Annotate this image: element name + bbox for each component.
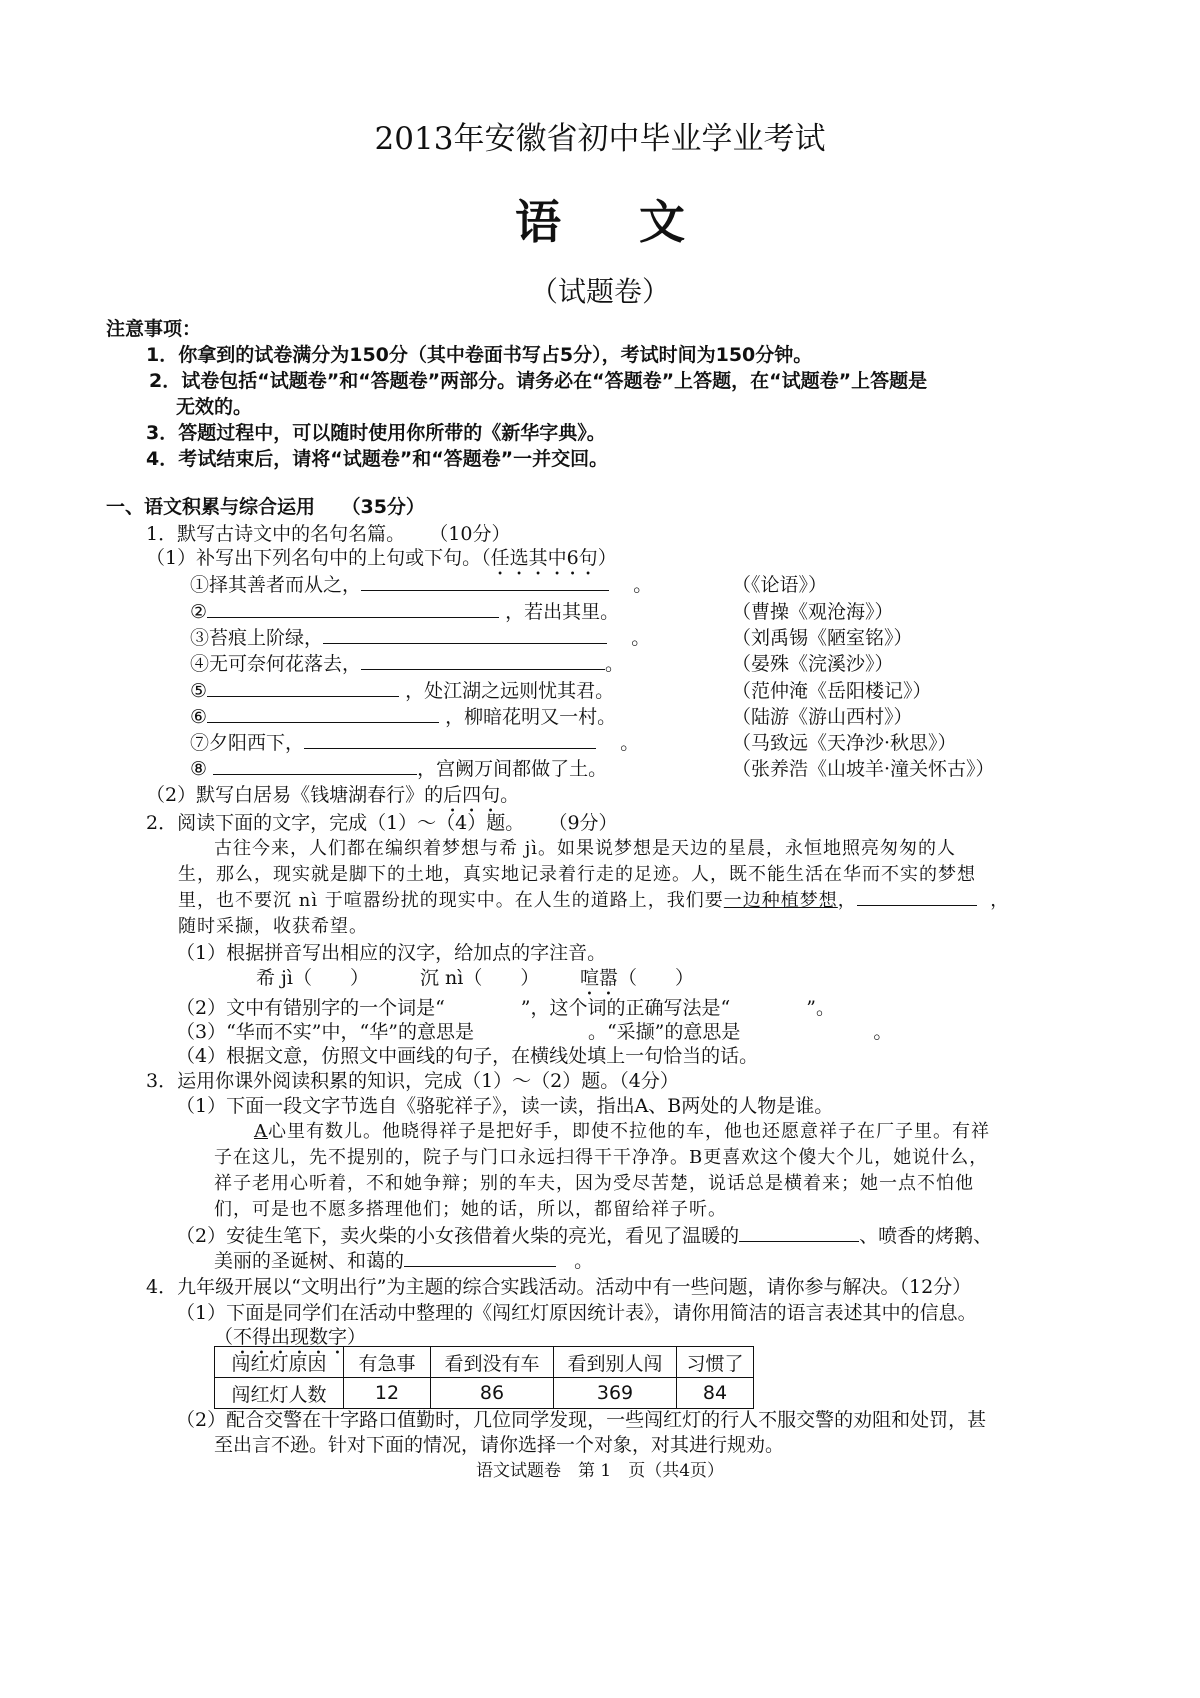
recitation-item: ⑦夕阳西下， 。 bbox=[190, 732, 640, 754]
question-3-sub2-cont: 美丽的圣诞树、和蔼的 。 bbox=[214, 1250, 594, 1272]
question-3-stem: 3．运用你课外阅读积累的知识，完成（1）～（2）题。（4分） bbox=[146, 1070, 679, 1092]
question-2-stem: 2．阅读下面的文字，完成（1）～（4）题。 （9分） bbox=[146, 812, 618, 834]
recitation-source: （曹操《观沧海》） bbox=[732, 601, 894, 623]
question-4-sub2-cont: 至出言不逊。针对下面的情况，请你选择一个对象，对其进行规劝。 bbox=[214, 1434, 785, 1456]
table-cell: 闯红灯人数 bbox=[215, 1378, 344, 1409]
question-4-note: （不得出现数字） bbox=[214, 1326, 367, 1348]
recitation-source: （张养浩《山坡羊·潼关怀古》） bbox=[732, 758, 995, 780]
subject-title: 语文 bbox=[515, 195, 763, 249]
table-header-cell: 看到没有车 bbox=[431, 1347, 554, 1378]
question-4-stem: 4．九年级开展以“文明出行”为主题的综合实践活动。活动中有一些问题，请你参与解决。（12分） bbox=[146, 1276, 972, 1298]
answer-blank[interactable] bbox=[857, 887, 977, 906]
pinyin-item: 喧嚣（ ） bbox=[580, 967, 695, 989]
notice-item: 2．试卷包括“试题卷”和“答题卷”两部分。请务必在“答题卷”上答题，在“试题卷”上答题是 bbox=[149, 370, 928, 392]
answer-blank[interactable] bbox=[304, 730, 596, 749]
passage-line: 随时采撷，收获希望。 bbox=[178, 916, 368, 937]
table-header-cell: 习惯了 bbox=[677, 1347, 754, 1378]
passage-line: 祥子老用心听着，不和她争辩；别的车夫，因为受尽苦楚，说话总是横着来；她一点不怕他 bbox=[214, 1173, 974, 1194]
table-header-cell: 闯红灯原因 bbox=[215, 1347, 344, 1378]
recitation-source: （刘禹锡《陋室铭》） bbox=[732, 627, 913, 649]
paper-type: （试题卷） bbox=[529, 275, 670, 308]
red-light-stat-table bbox=[214, 1346, 754, 1409]
answer-blank[interactable] bbox=[739, 1223, 859, 1242]
table-header-cell: 看到别人闯 bbox=[554, 1347, 677, 1378]
question-2-sub2: （2）文中有错别字的一个词是“ ”，这个词的正确写法是“ ”。 bbox=[176, 997, 835, 1019]
recitation-item: ①择其善者而从之， 。 bbox=[190, 574, 653, 596]
table-cell: 12 bbox=[344, 1378, 431, 1409]
notice-item: 无效的。 bbox=[176, 396, 253, 418]
pinyin-item: 希 jì（ ） bbox=[256, 967, 370, 989]
answer-blank[interactable] bbox=[207, 704, 439, 723]
emphasis-text: 任选其中6句 bbox=[490, 547, 598, 569]
passage-line: 们，可是也不愿多搭理他们；她的话，所以，都留给祥子听。 bbox=[214, 1199, 727, 1220]
notice-heading: 注意事项： bbox=[106, 318, 202, 340]
answer-blank[interactable] bbox=[361, 572, 609, 591]
pinyin-item: 沉 nì（ ） bbox=[420, 967, 540, 989]
passage-line: A心里有数儿。他晓得祥子是把好手，即使不拉他的车，他也还愿意祥子在厂子里。有祥 bbox=[254, 1121, 990, 1142]
question-1-sub1: （1）补写出下列名句中的上句或下句。（任选其中6句） bbox=[146, 547, 617, 569]
table-cell: 86 bbox=[431, 1378, 554, 1409]
underlined-sentence: 一边种植梦想 bbox=[723, 890, 838, 911]
recitation-source: （马致远《天净沙·秋思》） bbox=[732, 732, 957, 754]
passage-line: 里，也不要沉 nì 于喧嚣纷扰的现实中。在人生的道路上，我们要一边种植梦想， ， bbox=[178, 886, 1009, 912]
recitation-source: （《论语》） bbox=[732, 574, 828, 596]
passage-line: 生，那么，现实就是脚下的土地，真实地记录着行走的足迹。人，既不能生活在华而不实的梦想 bbox=[178, 864, 976, 885]
question-1-sub2: （2）默写白居易《钱塘湖春行》的后四句。 bbox=[146, 784, 520, 806]
question-2-sub4: （4）根据文意，仿照文中画线的句子，在横线处填上一句恰当的话。 bbox=[176, 1045, 759, 1067]
recitation-item: ⑧ ，宫阙万间都做了土。 bbox=[190, 758, 608, 780]
table-row bbox=[215, 1378, 754, 1409]
question-4-sub2: （2）配合交警在十字路口值勤时，几位同学发现，一些闯红灯的行人不服交警的劝阻和处罚，甚 bbox=[176, 1409, 987, 1431]
question-4-sub1: （1）下面是同学们在活动中整理的《闯红灯原因统计表》，请你用简洁的语言表述其中的信息。 bbox=[176, 1302, 977, 1324]
notice-item: 3．答题过程中，可以随时使用你所带的《新华字典》。 bbox=[146, 422, 606, 444]
recitation-item: ⑥ ，柳暗花明又一村。 bbox=[190, 706, 617, 728]
answer-blank[interactable] bbox=[207, 678, 399, 697]
table-cell: 369 bbox=[554, 1378, 677, 1409]
question-3-sub1: （1）下面一段文字节选自《骆驼祥子》，读一读，指出A、B两处的人物是谁。 bbox=[176, 1095, 834, 1117]
recitation-item: ⑤ ，处江湖之远则忧其君。 bbox=[190, 680, 615, 702]
passage-line: 子在这儿，先不提别的，院子与门口永远扫得干干净净。B更喜欢这个傻大个儿，她说什么， bbox=[214, 1147, 989, 1168]
recitation-source: （晏殊《浣溪沙》） bbox=[732, 653, 894, 675]
question-1-stem: 1．默写古诗文中的名句名篇。 （10分） bbox=[146, 523, 511, 545]
table-header-cell: 有急事 bbox=[344, 1347, 431, 1378]
question-3-sub2: （2）安徒生笔下，卖火柴的小女孩借着火柴的亮光，看见了温暖的 、喷香的烤鹅、 bbox=[176, 1225, 993, 1247]
recitation-item: ④无可奈何花落去， 。 bbox=[190, 653, 625, 675]
question-2-sub3: （3）“华而不实”中，“华”的意思是 。“采撷”的意思是 。 bbox=[176, 1021, 893, 1043]
recitation-item: ③苔痕上阶绿， 。 bbox=[190, 627, 651, 649]
answer-blank[interactable] bbox=[207, 599, 499, 618]
answer-blank[interactable] bbox=[404, 1248, 556, 1267]
notice-item: 1．你拿到的试卷满分为150分（其中卷面书写占5分），考试时间为150分钟。 bbox=[146, 344, 813, 366]
recitation-source: （范仲淹《岳阳楼记》） bbox=[732, 680, 932, 702]
answer-blank[interactable] bbox=[361, 651, 605, 670]
recitation-source: （陆游《游山西村》） bbox=[732, 706, 913, 728]
answer-blank[interactable] bbox=[323, 625, 607, 644]
table-cell: 84 bbox=[677, 1378, 754, 1409]
section-heading: 一、语文积累与综合运用 （35分） bbox=[106, 496, 425, 518]
notice-item: 4．考试结束后，请将“试题卷”和“答题卷”一并交回。 bbox=[146, 448, 609, 470]
exam-title: 2013年安徽省初中毕业学业考试 bbox=[374, 121, 826, 157]
answer-blank[interactable] bbox=[213, 756, 417, 775]
page-footer: 语文试题卷 第 1 页（共4页） bbox=[475, 1461, 725, 1481]
emphasis-text: 后四句 bbox=[443, 784, 501, 806]
passage-line: 古往今来，人们都在编织着梦想与希 jì。如果说梦想是天边的星晨，永恒地照亮匆匆的人 bbox=[214, 838, 957, 859]
table-header-row bbox=[215, 1347, 754, 1378]
recitation-item: ② ，若出其里。 bbox=[190, 601, 620, 623]
question-2-sub1: （1）根据拼音写出相应的汉字，给加点的字注音。 bbox=[176, 942, 607, 964]
